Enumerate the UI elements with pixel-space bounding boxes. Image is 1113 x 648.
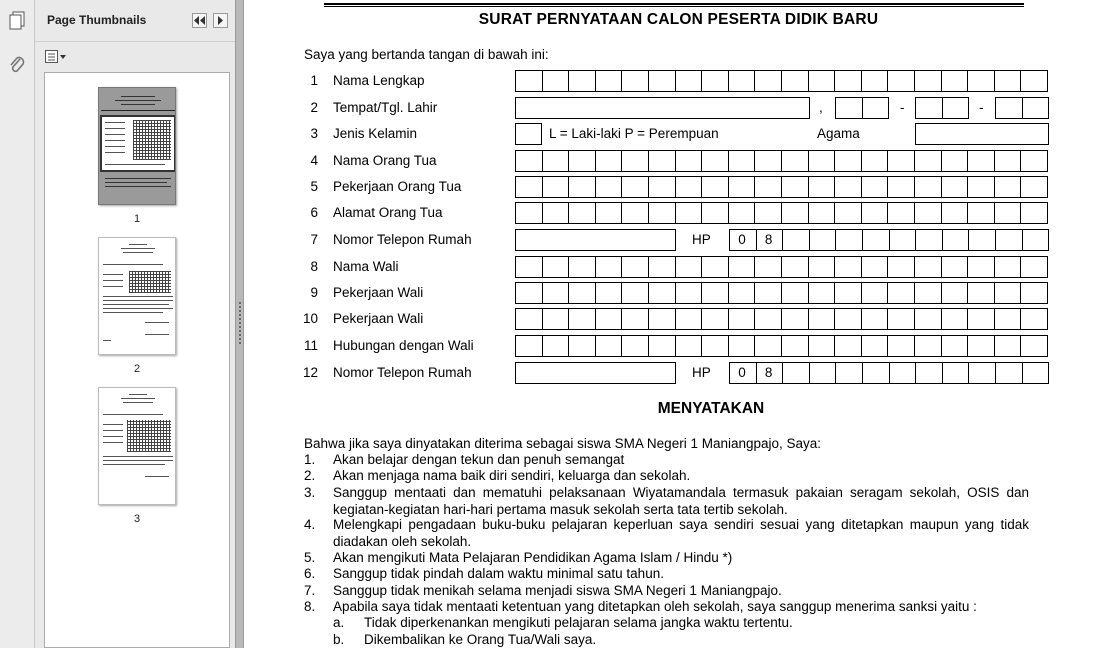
char-grid-input[interactable] (515, 70, 1048, 92)
field-label: Pekerjaan Wali (333, 311, 424, 326)
form-row-8 (244, 256, 1113, 280)
field-number: 6 (310, 205, 318, 220)
field-label: Alamat Orang Tua (333, 205, 443, 220)
birth-day-input[interactable] (835, 97, 889, 119)
form-row-5 (244, 176, 1113, 200)
header-rule (324, 3, 1024, 5)
field-label: Pekerjaan Wali (333, 285, 424, 300)
gender-input[interactable] (515, 123, 542, 145)
date-separator: - (979, 100, 984, 115)
field-label: Hubungan dengan Wali (333, 338, 474, 353)
field-number: 4 (310, 153, 318, 168)
field-label: Nama Wali (333, 259, 399, 274)
char-grid-input[interactable] (515, 308, 1048, 330)
hp-label: HP (692, 365, 711, 380)
field-label: Tempat/Tgl. Lahir (333, 100, 438, 115)
page-thumbnails-panel (35, 0, 235, 648)
form-row-2 (244, 97, 1113, 121)
form-row-7 (244, 229, 1113, 253)
hp-prefix-digit: 0 (738, 365, 746, 380)
form-row-4 (244, 150, 1113, 174)
field-label: Jenis Kelamin (333, 126, 418, 141)
char-grid-input[interactable] (515, 150, 1048, 172)
form-row-10 (244, 308, 1113, 332)
header-rule-thin (324, 6, 1024, 7)
double-chevron-left-icon[interactable] (192, 13, 207, 28)
religion-input[interactable] (915, 123, 1049, 145)
char-grid-input[interactable] (515, 256, 1048, 278)
thumbnail-options-icon[interactable] (45, 50, 69, 64)
declaration-text: Bahwa jika saya dinyatakan diterima sebagai siswa SMA Negeri 1 Maniangpajo, Saya: (304, 436, 822, 451)
document-title: SURAT PERNYATAAN CALON PESERTA DIDIK BARU (478, 11, 879, 28)
hp-prefix-digit: 0 (738, 232, 746, 247)
hp-prefix-digit: 8 (764, 232, 773, 247)
paperclip-icon[interactable] (6, 54, 28, 76)
field-label: Nama Lengkap (333, 73, 425, 88)
splitter-grip[interactable] (239, 300, 241, 344)
char-grid-input[interactable] (515, 282, 1048, 304)
field-label: Nomor Telepon Rumah (333, 232, 472, 247)
field-number: 11 (303, 338, 318, 353)
form-row-3 (244, 123, 1113, 147)
document-page: SURAT PERNYATAAN CALON PESERTA DIDIK BARU Saya yang bertanda tangan di bawah ini: 1 Nama Lengkap 2 Tempat/Tgl. Lahir , - - 3 Jenis Kelamin L = Laki-laki P = Perempuan Agama 4 Nama Orang Tua 5 Pekerjaan Orang Tua 6 Alamat Orang Tua 7 Nomor Telepon Rumah HP 0 8 8 Nama Wali 9 Pekerjaan Wali 10 Pekerjaan Wali 11 Hubungan dengan Wali 12 Nomor Telepon Rumah HP 0 8 MENYATAKAN Bahwa jika saya dinyatakan diterima sebagai siswa SMA Negeri 1 Maniangpajo, Saya: 1. Akan belajar dengan tekun dan penuh semangat 2. Akan menjaga nama baik diri sendiri, keluarga dan sekolah. 3. Sanggup mentaati dan mematuhi pelaksanaan Wiyatamandala termasuk pakaian seragam sekolah, OSIS dan kegiatan-kegiatan hari-hari pertama masuk sekolah serta tata tertib sekolah. 4. Melengkapi pengadaan buku-buku pelajaran keperluan saya sendiri sesuai yang ditetapkan maupun yang tidak diadakan oleh sekolah. 5. Akan mengikuti Mata Pelajaran Pendidikan Agama Islam / Hindu *) 6. Sanggup tidak pindah dalam waktu minimal satu tahun. 7. Sanggup tidak menikah selama menjadi siswa SMA Negeri 1 Maniangpajo. 8. Apabila saya tidak mentaati ketentuan yang ditetapkan oleh sekolah, saya sanggup menerima sanksi yaitu : a. Tidak diperkenankan mengikuti pelajaran selama jangka waktu tertentu. b. Dikembalikan ke Orang Tua/Wali saya. (244, 0, 1113, 648)
hp-prefix-digit: 8 (764, 365, 773, 380)
home-phone-input[interactable] (515, 362, 676, 384)
date-separator: - (900, 100, 905, 115)
form-row-11 (244, 335, 1113, 359)
thumbnail-list (44, 72, 230, 648)
field-label: Pekerjaan Orang Tua (333, 179, 462, 194)
page-thumbnail-2[interactable] (98, 237, 176, 355)
thumbnail-number-2: 2 (133, 363, 141, 375)
page-thumbnail-1[interactable] (98, 87, 176, 205)
chevron-right-icon[interactable] (213, 13, 228, 28)
field-number: 12 (302, 365, 318, 380)
panel-title: Page Thumbnails (47, 13, 147, 27)
field-number: 7 (310, 232, 318, 247)
form-row-6 (244, 202, 1113, 226)
char-grid-input[interactable] (515, 202, 1048, 224)
field-label: Nomor Telepon Rumah (333, 365, 472, 380)
birth-month-input[interactable] (915, 97, 969, 119)
char-grid-input[interactable] (515, 176, 1048, 198)
intro-text: Saya yang bertanda tangan di bawah ini: (304, 47, 549, 62)
page-thumbnail-3[interactable] (98, 387, 176, 505)
thumbnail-number-3: 3 (133, 513, 141, 525)
field-number: 3 (310, 126, 318, 141)
field-number: 2 (310, 100, 318, 115)
religion-label: Agama (817, 126, 860, 141)
char-grid-input[interactable] (515, 335, 1048, 357)
form-row-1 (244, 70, 1113, 94)
pages-icon[interactable] (6, 10, 28, 32)
field-number: 8 (310, 259, 318, 274)
date-comma: , (819, 100, 823, 115)
field-label: Nama Orang Tua (333, 153, 437, 168)
field-number: 10 (302, 311, 318, 326)
panel-header (35, 0, 235, 42)
birth-year-input[interactable] (995, 97, 1049, 119)
thumbnail-number-1: 1 (133, 213, 141, 225)
section-heading: MENYATAKAN (657, 400, 765, 417)
home-phone-input[interactable] (515, 229, 676, 251)
birthplace-input[interactable] (515, 97, 810, 119)
hp-label: HP (692, 232, 711, 247)
field-number: 5 (310, 179, 318, 194)
panel-splitter[interactable] (235, 0, 244, 648)
form-row-9 (244, 282, 1113, 306)
field-number: 1 (310, 73, 318, 88)
gender-legend: L = Laki-laki P = Perempuan (549, 126, 719, 141)
navigation-toolstrip (0, 0, 35, 648)
field-number: 9 (310, 285, 318, 300)
form-row-12 (244, 362, 1113, 386)
